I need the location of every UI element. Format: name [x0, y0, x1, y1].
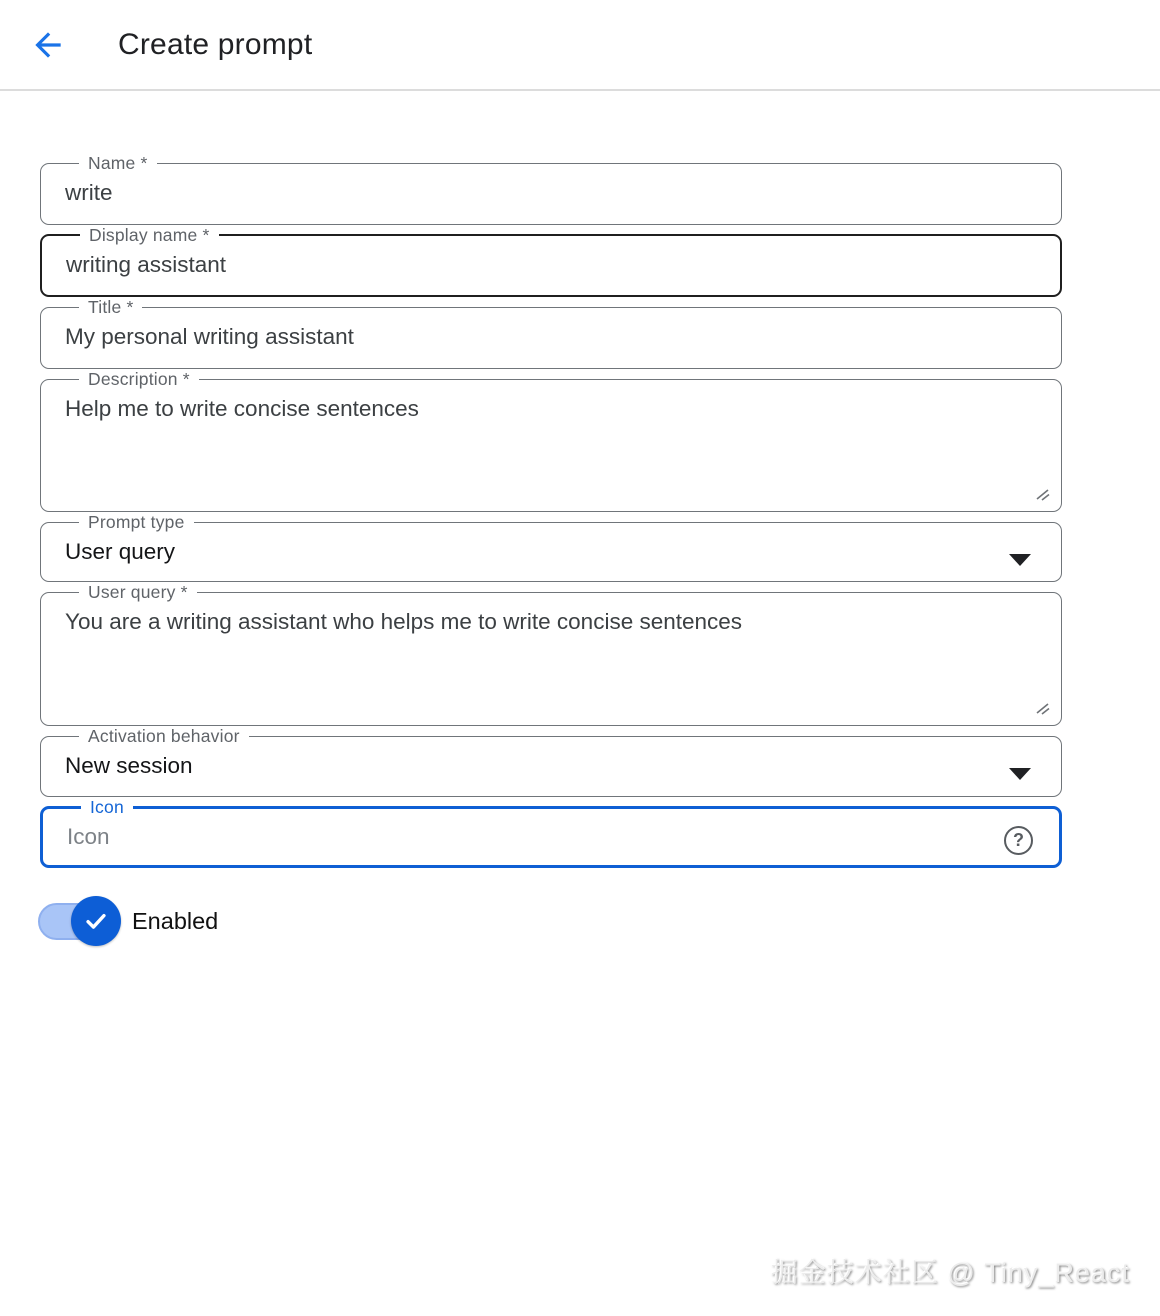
description-field[interactable]: [40, 369, 1062, 512]
user-query-field-label: User query *: [88, 582, 188, 602]
user-query-field[interactable]: [40, 582, 1062, 726]
title-field-label: Title *: [88, 297, 134, 317]
chevron-down-icon: [1009, 768, 1031, 780]
activation-behavior-select[interactable]: [40, 726, 1062, 797]
title-field[interactable]: [40, 297, 1062, 369]
arrow-back-icon: [29, 26, 67, 64]
page-title: Create prompt: [118, 27, 313, 61]
description-field-label: Description *: [88, 369, 190, 389]
icon-field[interactable]: [40, 797, 1062, 868]
icon-field-placeholder: Icon: [67, 824, 110, 849]
resize-handle-icon[interactable]: [1034, 485, 1052, 503]
activation-behavior-label: Activation behavior: [88, 726, 240, 746]
activation-behavior-value: New session: [65, 753, 193, 778]
display-name-field[interactable]: [40, 225, 1062, 297]
enabled-toggle[interactable]: [38, 896, 120, 946]
create-prompt-form: [0, 91, 1160, 946]
chevron-down-icon: [1009, 554, 1031, 566]
resize-handle-icon[interactable]: [1034, 699, 1052, 717]
watermark: 掘金技术社区 @ Tiny_React: [771, 1258, 1130, 1288]
enabled-toggle-row: [40, 896, 1062, 946]
icon-field-label: Icon: [90, 797, 124, 817]
prompt-type-value: User query: [65, 539, 176, 564]
name-field-value: write: [65, 180, 113, 205]
help-icon[interactable]: ?: [1004, 826, 1033, 855]
title-field-value: My personal writing assistant: [65, 324, 354, 349]
enabled-toggle-label: Enabled: [132, 907, 219, 934]
prompt-type-label: Prompt type: [88, 512, 185, 532]
name-field[interactable]: [40, 153, 1062, 225]
header: [0, 0, 1160, 91]
description-field-value: Help me to write concise sentences: [65, 396, 419, 421]
prompt-type-select[interactable]: [40, 512, 1062, 582]
display-name-field-label: Display name *: [89, 225, 210, 245]
user-query-field-value: You are a writing assistant who helps me to write concise sentences: [65, 609, 743, 634]
toggle-thumb-check-icon: [71, 896, 121, 946]
back-button[interactable]: [24, 21, 72, 69]
name-field-label: Name *: [88, 153, 148, 173]
display-name-field-value: writing assistant: [66, 252, 227, 277]
